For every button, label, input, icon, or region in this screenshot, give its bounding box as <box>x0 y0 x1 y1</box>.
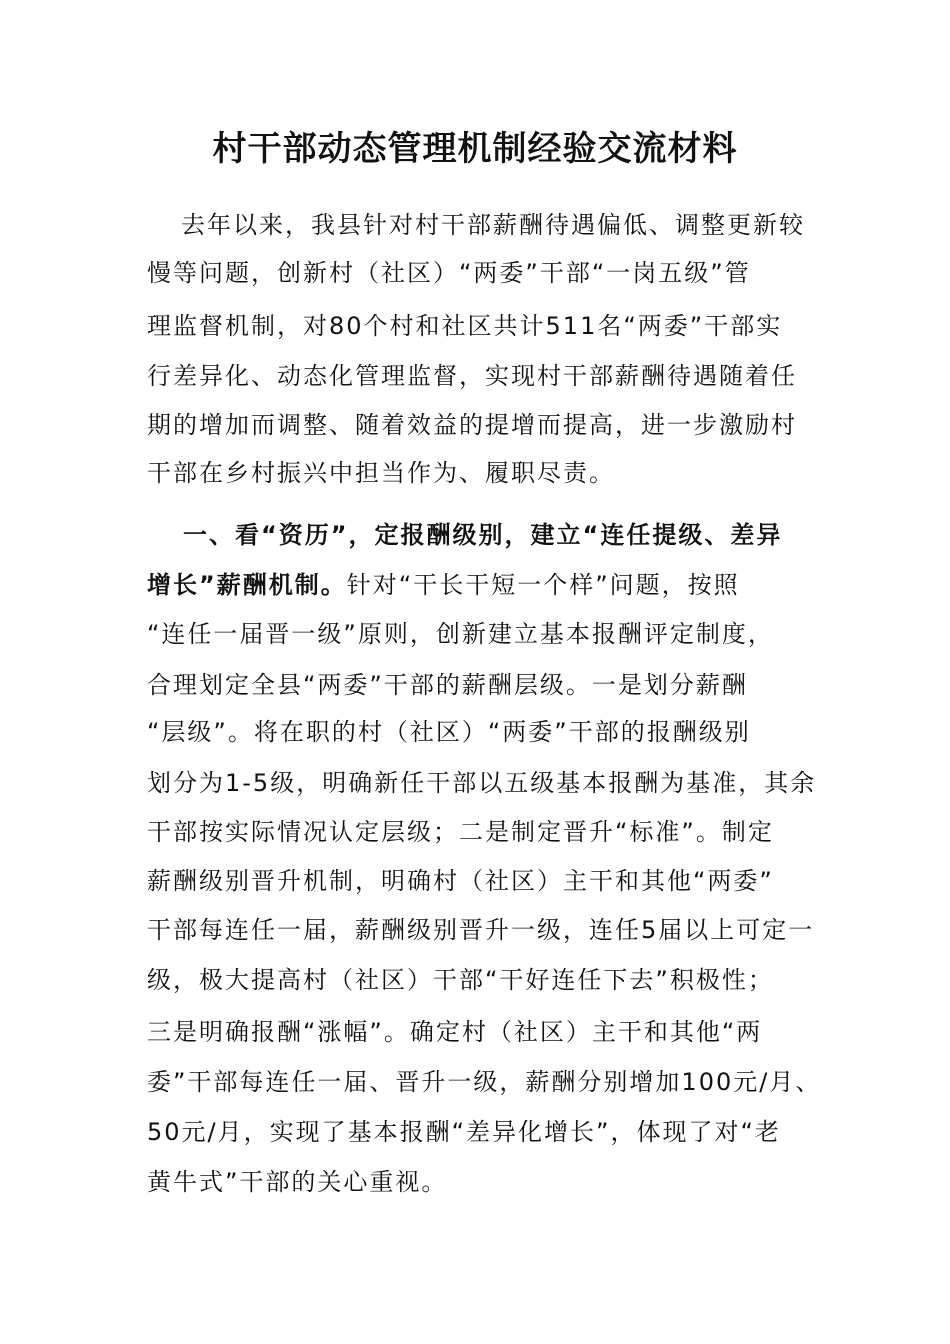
section1-heading-rest: 针对“干长干短一个样”问题，按照 <box>346 571 740 599</box>
section1-line-4: 划分为1-5级，明确新任干部以五级基本报酬为基准，其余 <box>147 769 817 797</box>
section1-line-3: “层级”。将在职的村（社区）“两委”干部的报酬级别 <box>147 718 751 746</box>
intro-line-5: 期的增加而调整、随着效益的提增而提高，进一步激励村 <box>147 411 797 439</box>
intro-line-6: 干部在乡村振兴中担当作为、履职尽责。 <box>147 459 615 487</box>
section1-heading-line1: 一、看“资历”，定报酬级别，建立“连任提级、差异 <box>183 521 783 549</box>
section1-heading-bold: 增长”薪酬机制。 <box>147 571 347 599</box>
section1-line-5: 干部按实际情况认定层级；二是制定晋升“标准”。制定 <box>147 818 774 846</box>
intro-line-1: 去年以来，我县针对村干部薪酬待遇偏低、调整更新较 <box>181 211 805 239</box>
intro-line-2: 慢等问题，创新村（社区）“两委”干部“一岗五级”管 <box>147 259 751 287</box>
section1-line-6: 薪酬级别晋升机制，明确村（社区）主干和其他“两委” <box>147 867 774 895</box>
intro-line-4: 行差异化、动态化管理监督，实现村干部薪酬待遇随着任 <box>147 362 797 390</box>
document-title: 村干部动态管理机制经验交流材料 <box>212 129 738 169</box>
intro-line-3: 理监督机制，对80个村和社区共计511名“两委”干部实 <box>147 312 783 340</box>
section1-line-10: 委”干部每连任一届、晋升一级，薪酬分别增加100元/月、 <box>147 1068 822 1096</box>
section1-line-7: 干部每连任一届，薪酬级别晋升一级，连任5届以上可定一 <box>147 916 815 944</box>
section1-line-9: 三是明确报酬“涨幅”。确定村（社区）主干和其他“两 <box>147 1018 763 1046</box>
section1-line-2: 合理划定全县“两委”干部的薪酬层级。一是划分薪酬 <box>147 671 748 699</box>
section1-line-11: 50元/月，实现了基本报酬“差异化增长”，体现了对“老 <box>147 1118 781 1146</box>
section1-line-12: 黄牛式”干部的关心重视。 <box>147 1168 448 1196</box>
section1-line-1: “连任一届晋一级”原则，创新建立基本报酬评定制度， <box>147 620 774 648</box>
section1-line-8: 级，极大提高村（社区）干部“干好连任下去”积极性； <box>147 966 774 994</box>
section1-heading-line2 <box>147 570 740 600</box>
